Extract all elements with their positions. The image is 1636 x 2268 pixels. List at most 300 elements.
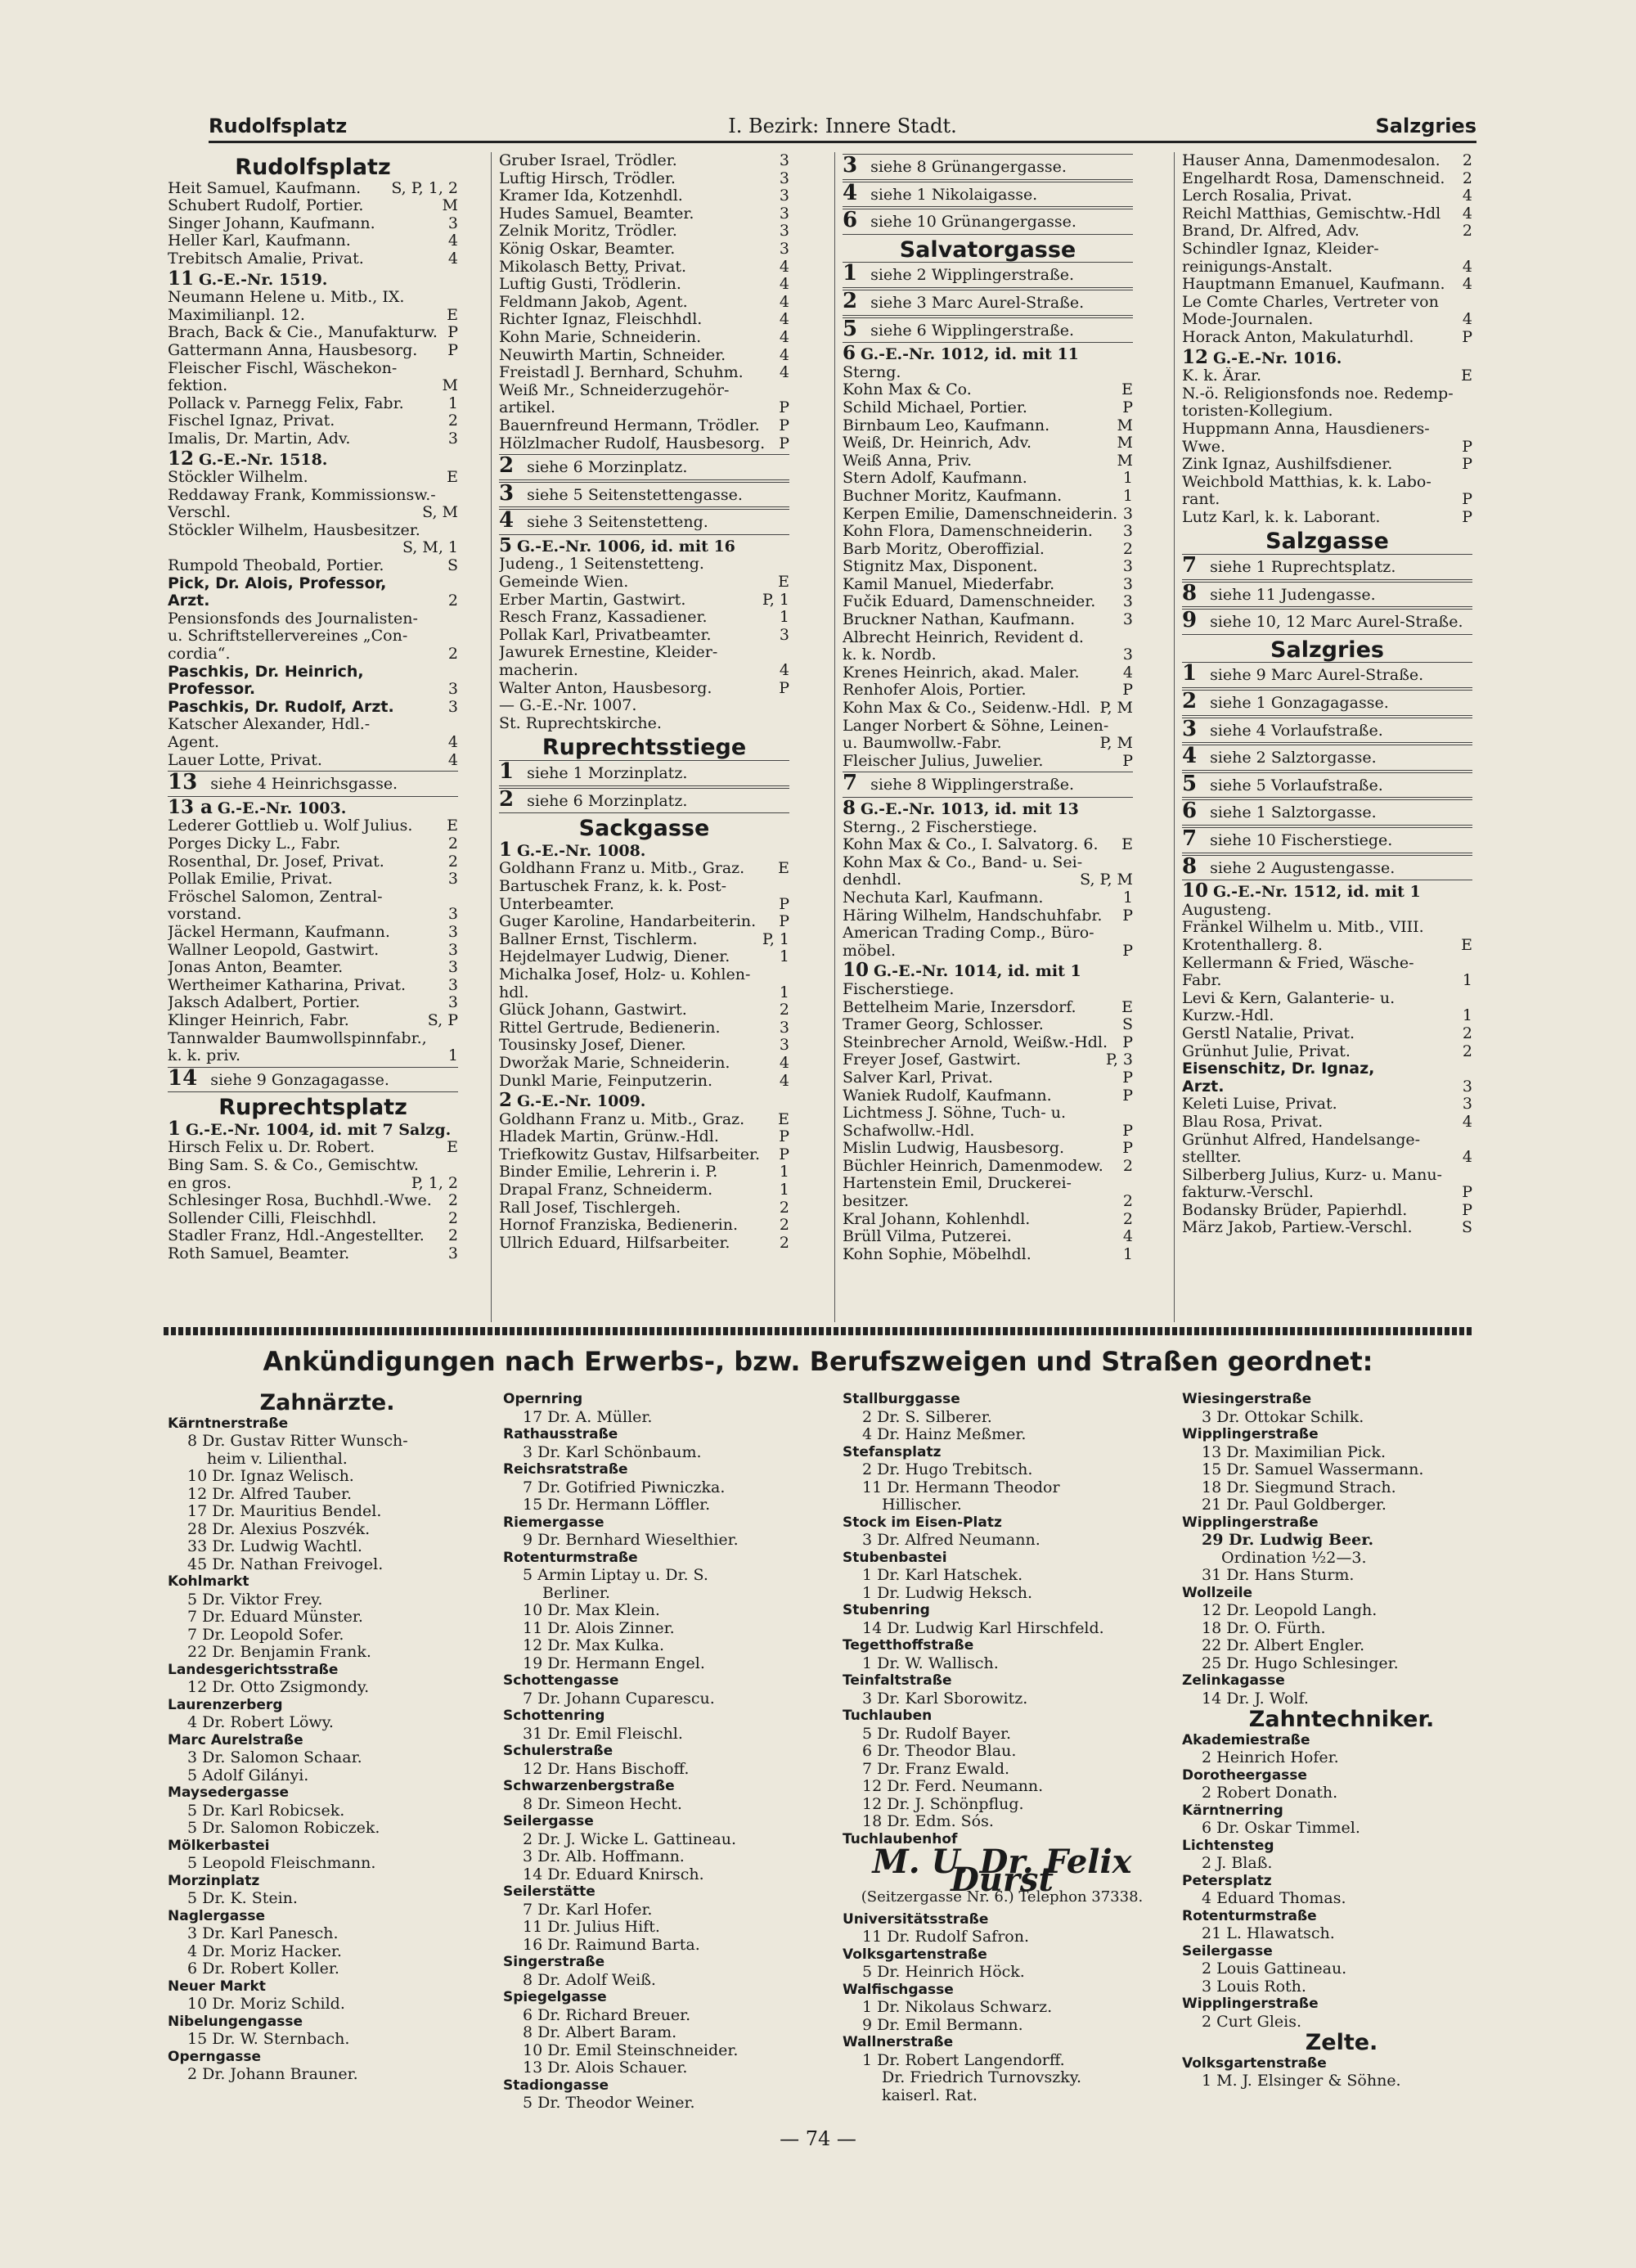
- cross-reference: [499, 482, 789, 508]
- resident-entry: [499, 556, 789, 574]
- floor-marker: E: [447, 306, 458, 324]
- floor-marker: S: [1461, 1219, 1472, 1237]
- resident-entry: [1182, 367, 1472, 385]
- resident-entry: [499, 1111, 789, 1129]
- floor-marker: 3: [447, 871, 458, 889]
- resident-entry: [1182, 1025, 1472, 1043]
- resident-name: Maximilianpl. 12.: [168, 306, 305, 324]
- resident-entry: [843, 417, 1133, 435]
- reference-text: siehe 1 Ruprechtsplatz.: [1210, 558, 1396, 577]
- resident-entry: [499, 984, 789, 1002]
- ad-entry-continued: heim v. Lilienthal.: [207, 1449, 348, 1468]
- house-number: 10: [1182, 880, 1209, 902]
- house-number-heading: [168, 267, 458, 290]
- resident-entry: [168, 250, 458, 268]
- resident-name: Fabr.: [1182, 972, 1222, 990]
- resident-name: Fröschel Salomon, Zentral-: [168, 888, 383, 906]
- resident-name: Le Comte Charles, Vertreter von: [1182, 293, 1439, 311]
- resident-entry: [499, 241, 789, 259]
- street-heading: Sackgasse: [578, 816, 710, 842]
- resident-name: Langer Norbert & Söhne, Leinen-: [843, 717, 1109, 735]
- ad-street: Morzinplatz: [168, 1872, 260, 1889]
- house-number: 14: [168, 1065, 198, 1091]
- resident-name: Kral Johann, Kohlenhdl.: [843, 1210, 1031, 1228]
- resident-name: Rumpold Theobald, Portier.: [168, 557, 384, 575]
- resident-name: Jawurek Ernestine, Kleider-: [499, 644, 718, 662]
- floor-marker: 3: [1122, 646, 1133, 664]
- house-number: 12: [168, 447, 195, 470]
- ad-entry: 8 Dr. Simeon Hecht.: [523, 1794, 682, 1813]
- floor-marker: [1467, 1167, 1472, 1185]
- floor-marker: 4: [1462, 187, 1472, 205]
- resident-name: Schild Michael, Portier.: [843, 398, 1027, 416]
- floor-marker: 2: [779, 1234, 789, 1252]
- resident-entry: [843, 1211, 1133, 1229]
- resident-name: Renhofer Alois, Portier.: [843, 682, 1027, 700]
- resident-entry: [1182, 972, 1472, 990]
- resident-entry: [1182, 421, 1472, 439]
- resident-name: Engelhardt Rosa, Damenschneid.: [1182, 169, 1445, 187]
- floor-marker: [453, 664, 458, 682]
- ad-entry: 22 Dr. Albert Engler.: [1202, 1636, 1365, 1654]
- floor-marker: 2: [779, 1001, 789, 1019]
- floor-marker: E: [778, 1110, 789, 1128]
- reference-text: siehe 1 Morzinplatz.: [527, 764, 688, 782]
- resident-name: Eisenschitz, Dr. Ignaz,: [1182, 1060, 1375, 1078]
- resident-entry: [1182, 474, 1472, 492]
- resident-entry: [843, 1158, 1133, 1176]
- resident-entry: [168, 289, 458, 307]
- resident-name: Weichbold Matthias, k. k. Labo-: [1182, 473, 1432, 491]
- resident-entry: [843, 718, 1133, 736]
- ad-entry: 16 Dr. Raimund Barta.: [523, 1935, 700, 1954]
- resident-entry: [1182, 259, 1472, 277]
- resident-entry: [1182, 311, 1472, 329]
- ad-entry: 17 Dr. Mauritius Bendel.: [187, 1502, 382, 1520]
- floor-marker: 1: [1122, 487, 1133, 505]
- ad-entry: 12 Dr. Otto Zsigmondy.: [187, 1678, 370, 1696]
- floor-marker: P, 1: [762, 591, 789, 609]
- resident-name: Buchner Moritz, Kaufmann.: [843, 487, 1063, 505]
- ad-street: Wipplingerstraße: [1182, 1426, 1319, 1442]
- floor-marker: 2: [1122, 540, 1133, 558]
- resident-name: Kohn Flora, Damenschneiderin.: [843, 523, 1093, 541]
- resident-entry: [1182, 1078, 1472, 1096]
- resident-entry: [168, 539, 458, 557]
- directory-column-2: [499, 152, 789, 1252]
- floor-marker: 3: [779, 187, 789, 205]
- reference-text: siehe 5 Vorlaufstraße.: [1210, 776, 1383, 794]
- ad-entry: 7 Dr. Leopold Sofer.: [187, 1625, 344, 1644]
- cross-reference: [1182, 662, 1472, 688]
- ad-entry: 2 Dr. J. Wicke L. Gattineau.: [523, 1829, 736, 1848]
- resident-entry: [168, 1227, 458, 1245]
- resident-entry: [843, 1087, 1133, 1105]
- resident-entry: [843, 999, 1133, 1017]
- street-heading: Salvatorgasse: [899, 236, 1076, 263]
- floor-marker: [1467, 902, 1472, 920]
- floor-marker: [784, 644, 789, 662]
- house-number: 5: [499, 533, 513, 556]
- resident-name: Pensionsfonds des Journalisten-: [168, 610, 418, 628]
- resident-name: Hölzlmacher Rudolf, Hausbesorg.: [499, 434, 766, 452]
- floor-marker: 3: [1462, 1096, 1472, 1114]
- ad-entry: 5 Armin Liptay u. Dr. S.: [523, 1566, 708, 1584]
- resident-name: Tramer Georg, Schlosser.: [843, 1016, 1044, 1034]
- cross-reference: [168, 1067, 458, 1093]
- ad-street: Teinfaltstraße: [843, 1672, 952, 1689]
- ad-entry: 4 Dr. Robert Löwy.: [187, 1713, 334, 1731]
- resident-name: Keleti Luise, Privat.: [1182, 1096, 1337, 1114]
- ad-street: Stubenbastei: [843, 1549, 947, 1566]
- resident-entry: [1182, 187, 1472, 205]
- house-number: 2: [499, 786, 515, 812]
- ad-entry: 15 Dr. Samuel Wassermann.: [1202, 1460, 1424, 1478]
- resident-entry: [168, 575, 458, 593]
- ad-street: Stadiongasse: [503, 2077, 609, 2094]
- resident-entry: [499, 205, 789, 223]
- ad-street: Universitätsstraße: [843, 1910, 989, 1928]
- ad-entry: 5 Dr. Heinrich Höck.: [862, 1963, 1025, 1981]
- floor-marker: P: [1462, 1201, 1472, 1219]
- resident-name: Richter Ignaz, Fleischhdl.: [499, 311, 703, 329]
- reference-text: siehe 6 Morzinplatz.: [527, 791, 688, 810]
- ad-street: Zelinkagasse: [1182, 1672, 1285, 1689]
- ad-entry: 6 Dr. Theodor Blau.: [862, 1742, 1017, 1760]
- street-heading: Ruprechtsplatz: [218, 1095, 407, 1121]
- resident-entry: [843, 871, 1133, 889]
- cross-reference: [1182, 772, 1472, 799]
- ad-entry: 18 Dr. Siegmund Strach.: [1202, 1478, 1396, 1496]
- resident-entry: [499, 644, 789, 662]
- resident-entry: [843, 1193, 1133, 1211]
- floor-marker: M: [442, 197, 458, 215]
- resident-name: Fleischer Julius, Juwelier.: [843, 752, 1044, 770]
- house-number-heading: [168, 1117, 458, 1140]
- ad-entry: 3 Dr. Alb. Hoffmann.: [523, 1847, 685, 1865]
- floor-marker: [1467, 294, 1472, 312]
- ad-entry-continued: kaiserl. Rat.: [882, 2086, 978, 2104]
- announcements-title: Ankündigungen nach Erwerbs-, bzw. Berufszweigen und Straßen geordnet:: [263, 1346, 1373, 1377]
- floor-marker: E: [1461, 936, 1472, 954]
- resident-name: Lichtmess J. Söhne, Tuch- u.: [843, 1105, 1067, 1123]
- resident-name: Pollak Karl, Privatbeamter.: [499, 626, 712, 644]
- resident-entry: [843, 364, 1133, 382]
- resident-entry: [499, 294, 789, 312]
- floor-marker: 4: [779, 662, 789, 680]
- floor-marker: P, 1, 2: [411, 1174, 458, 1192]
- ad-entry: 8 Dr. Albert Baram.: [523, 2023, 677, 2041]
- ad-entry: 11 Dr. Hermann Theodor: [862, 1478, 1060, 1496]
- ad-street: Landesgerichtsstraße: [168, 1661, 339, 1678]
- house-number: 8: [1182, 853, 1198, 879]
- floor-marker: [453, 289, 458, 307]
- house-number: 1: [1182, 661, 1198, 686]
- resident-name: Schindler Ignaz, Kleider-: [1182, 240, 1379, 258]
- resident-entry: [168, 1245, 458, 1263]
- resident-name: Goldhann Franz u. Mitb., Graz.: [499, 1110, 745, 1128]
- floor-marker: P: [779, 679, 789, 697]
- resident-name: Drapal Franz, Schneiderm.: [499, 1181, 713, 1199]
- resident-entry: [1182, 1007, 1472, 1025]
- street-heading: Salzgries: [1270, 637, 1384, 663]
- resident-name: Hudes Samuel, Beamter.: [499, 205, 694, 223]
- reference-text: siehe 6 Wipplingerstraße.: [870, 321, 1075, 340]
- ad-street: Wallnerstraße: [843, 2034, 954, 2050]
- floor-marker: E: [447, 1139, 458, 1157]
- resident-name: Tannwalder Baumwollspinnfabr.,: [168, 1029, 427, 1047]
- street-heading: Ruprechtsstiege: [542, 735, 747, 761]
- resident-name: Walter Anton, Hausbesorg.: [499, 679, 712, 697]
- reference-text: siehe 3 Seitenstetteng.: [527, 513, 708, 532]
- resident-entry: [843, 664, 1133, 682]
- ad-street: Riemergasse: [503, 1514, 605, 1531]
- resident-entry: [168, 1210, 458, 1228]
- resident-name: Luftig Gusti, Trödlerin.: [499, 276, 681, 294]
- resident-name: en gros.: [168, 1174, 231, 1192]
- resident-name: Schubert Rudolf, Portier.: [168, 197, 364, 215]
- resident-name: Wallner Leopold, Gastwirt.: [168, 941, 380, 959]
- resident-name: Bruckner Nathan, Kaufmann.: [843, 611, 1076, 629]
- resident-entry: [843, 381, 1133, 399]
- floor-marker: P, M: [1099, 735, 1133, 753]
- house-number: 7: [1182, 553, 1198, 578]
- ad-street: Laurenzerberg: [168, 1696, 283, 1713]
- resident-entry: [168, 395, 458, 413]
- floor-marker: S: [1121, 1016, 1133, 1034]
- section-rule: [164, 1327, 1472, 1335]
- resident-name: k. k. priv.: [168, 1047, 241, 1065]
- registry-number: G.-E.-Nr. 1016.: [1213, 349, 1342, 367]
- ad-street: Schwarzenbergstraße: [503, 1778, 675, 1794]
- resident-entry: [499, 1163, 789, 1181]
- ad-entry: 1 Dr. Karl Hatschek.: [862, 1566, 1023, 1584]
- ad-entry: 3 Dr. Karl Panesch.: [187, 1924, 339, 1942]
- ad-street: Lichtensteg: [1182, 1837, 1274, 1854]
- floor-marker: 2: [447, 1227, 458, 1245]
- resident-entry: [499, 364, 789, 382]
- ad-entry: 19 Dr. Hermann Engel.: [523, 1654, 705, 1672]
- ad-entry: 7 Dr. Eduard Münster.: [187, 1608, 363, 1626]
- resident-entry: [843, 1069, 1133, 1087]
- resident-entry: [1182, 491, 1472, 509]
- floor-marker: [1467, 241, 1472, 259]
- resident-name: Bauernfreund Hermann, Trödler.: [499, 416, 760, 434]
- registry-number: G.-E.-Nr. 1512, id. mit 1: [1213, 883, 1421, 902]
- cross-reference: [843, 262, 1133, 288]
- resident-entry: [843, 434, 1133, 452]
- resident-entry: [1182, 276, 1472, 294]
- floor-marker: [453, 487, 458, 505]
- floor-marker: E: [1121, 836, 1133, 854]
- resident-name: Professor.: [168, 681, 256, 699]
- floor-marker: 3: [779, 223, 789, 241]
- ad-entry: 18 Dr. O. Fürth.: [1202, 1618, 1326, 1637]
- resident-name: Paschkis, Dr. Rudolf, Arzt.: [168, 698, 394, 716]
- resident-entry: [843, 735, 1133, 753]
- ad-entry: 4 Dr. Moriz Hacker.: [187, 1942, 342, 1960]
- resident-name: Goldhann Franz u. Mitb., Graz.: [499, 860, 745, 878]
- house-number-heading: [499, 533, 789, 556]
- floor-marker: P: [1122, 1087, 1133, 1105]
- house-number: 6: [843, 342, 856, 365]
- registry-number: G.-E.-Nr. 1009.: [517, 1092, 646, 1111]
- resident-name: Rall Josef, Tischlergeh.: [499, 1199, 681, 1217]
- ad-street: Singerstraße: [503, 1954, 605, 1970]
- resident-name: Jonas Anton, Beamter.: [168, 959, 344, 977]
- floor-marker: [453, 360, 458, 378]
- floor-marker: E: [447, 817, 458, 835]
- ad-street: Wipplingerstraße: [1182, 1996, 1319, 2012]
- ad-entry: 2 Dr. Hugo Trebitsch.: [862, 1460, 1033, 1478]
- resident-entry: [168, 232, 458, 250]
- cross-reference: [1182, 855, 1472, 881]
- ad-entry: 1 Dr. Robert Langendorff.: [862, 2050, 1065, 2069]
- resident-entry: [499, 435, 789, 453]
- cross-reference: [499, 454, 789, 480]
- ad-street: Seilergasse: [1182, 1942, 1273, 1960]
- floor-marker: 4: [779, 276, 789, 294]
- house-number-heading: [499, 1091, 789, 1111]
- floor-marker: [1128, 981, 1133, 999]
- floor-marker: 4: [779, 364, 789, 382]
- resident-name: Lerch Rosalia, Privat.: [1182, 187, 1352, 205]
- resident-entry: [843, 943, 1133, 961]
- floor-marker: [1467, 1060, 1472, 1078]
- house-number: 1: [499, 759, 515, 784]
- ad-entry: 3 Louis Roth.: [1202, 1977, 1306, 1996]
- resident-name: Pick, Dr. Alois, Professor,: [168, 574, 387, 592]
- ad-street: Wipplingerstraße: [1182, 1514, 1319, 1531]
- resident-name: Dworžak Marie, Schneiderin.: [499, 1054, 730, 1072]
- resident-entry: [843, 981, 1133, 999]
- floor-marker: S, M: [422, 504, 458, 522]
- ad-street: Kärntnerring: [1182, 1802, 1283, 1819]
- house-number: 2: [499, 453, 515, 479]
- resident-entry: [843, 541, 1133, 559]
- resident-entry: [499, 931, 789, 949]
- floor-marker: 1: [779, 609, 789, 627]
- resident-name: besitzer.: [843, 1193, 910, 1211]
- floor-marker: 4: [1122, 664, 1133, 682]
- resident-entry: [1182, 937, 1472, 955]
- resident-name: Kellermann & Fried, Wäsche-: [1182, 954, 1414, 972]
- reference-text: siehe 6 Morzinplatz.: [527, 458, 688, 477]
- registry-number: G.-E.-Nr. 1012, id. mit 11: [861, 345, 1079, 364]
- resident-entry: [168, 924, 458, 942]
- ad-entry: 6 Dr. Robert Koller.: [187, 1960, 339, 1978]
- ad-street: Tegetthoffstraße: [843, 1637, 974, 1654]
- floor-marker: [784, 878, 789, 896]
- resident-name: Hauser Anna, Damenmodesalon.: [1182, 152, 1440, 169]
- floor-marker: S, P: [427, 1011, 458, 1029]
- resident-entry: [1182, 205, 1472, 223]
- floor-marker: 3: [1122, 523, 1133, 541]
- resident-name: u. Baumwollw.-Fabr.: [843, 735, 1002, 753]
- resident-name: Wwe.: [1182, 438, 1226, 456]
- resident-entry: [499, 1019, 789, 1037]
- floor-marker: 2: [779, 1217, 789, 1235]
- floor-marker: [1467, 955, 1472, 973]
- ad-entry: 8 Dr. Adolf Weiß.: [523, 1970, 656, 1989]
- house-number-heading: [1182, 345, 1472, 368]
- resident-name: möbel.: [843, 942, 896, 960]
- floor-marker: 2: [1462, 169, 1472, 187]
- floor-marker: 4: [1122, 1228, 1133, 1246]
- cross-reference: [843, 772, 1133, 798]
- resident-name: Bartuschek Franz, k. k. Post-: [499, 877, 727, 895]
- house-number: 1: [499, 838, 513, 861]
- ad-street: Maysedergasse: [168, 1784, 290, 1801]
- resident-name: Mislin Ludwig, Hausbesorg.: [843, 1140, 1065, 1158]
- resident-name: Erber Martin, Gastwirt.: [499, 591, 686, 609]
- ad-entry: 1 Dr. Ludwig Heksch.: [862, 1583, 1032, 1602]
- ad-street: Schulerstraße: [503, 1743, 614, 1759]
- resident-entry: [499, 680, 789, 698]
- floor-marker: [784, 697, 789, 715]
- cross-reference: [1182, 718, 1472, 744]
- ad-street: Volksgartenstraße: [1182, 2054, 1327, 2072]
- floor-marker: 4: [447, 751, 458, 769]
- ad-street: Naglergasse: [168, 1907, 266, 1924]
- resident-name: K. k. Ärar.: [1182, 367, 1262, 385]
- reference-text: siehe 3 Marc Aurel-Straße.: [870, 293, 1085, 312]
- house-number: 4: [1182, 744, 1198, 769]
- resident-entry: [1182, 223, 1472, 241]
- column-divider: [491, 152, 492, 1322]
- floor-marker: 2: [447, 1192, 458, 1210]
- floor-marker: 3: [1122, 593, 1133, 611]
- resident-name: Neuwirth Martin, Schneider.: [499, 346, 726, 364]
- ad-entry: 1 Dr. Nikolaus Schwarz.: [862, 1998, 1053, 2016]
- category-heading: Zelte.: [1305, 2030, 1378, 2055]
- ad-entry: 3 Dr. Salomon Schaar.: [187, 1748, 362, 1766]
- resident-name: cordia“.: [168, 646, 231, 664]
- resident-entry: [843, 629, 1133, 647]
- house-number-heading: [843, 799, 1133, 819]
- ad-entry: 5 Dr. Rudolf Bayer.: [862, 1724, 1012, 1743]
- resident-name: fakturw.-Verschl.: [1182, 1184, 1314, 1202]
- floor-marker: [1128, 718, 1133, 736]
- ad-street: Petersplatz: [1182, 1872, 1272, 1889]
- resident-name: Fleischer Fischl, Wäschekon-: [168, 359, 398, 377]
- resident-name: Schlesinger Rosa, Buchhdl.-Wwe.: [168, 1192, 432, 1210]
- resident-entry: [1182, 152, 1472, 170]
- resident-entry: [168, 646, 458, 664]
- resident-entry: [1182, 170, 1472, 188]
- resident-entry: [499, 223, 789, 241]
- resident-name: Fischerstiege.: [843, 980, 955, 998]
- ads-column-2: [503, 1391, 822, 2113]
- floor-marker: 1: [447, 1047, 458, 1065]
- resident-entry: [168, 994, 458, 1012]
- resident-entry: [843, 470, 1133, 488]
- resident-name: Hirsch Felix u. Dr. Robert.: [168, 1139, 375, 1157]
- resident-name: Ullrich Eduard, Hilfsarbeiter.: [499, 1234, 730, 1252]
- resident-name: Feldmann Jakob, Agent.: [499, 293, 688, 311]
- resident-entry: [499, 1235, 789, 1253]
- ad-entry-continued: Hillischer.: [882, 1496, 962, 1514]
- ads-column-3: [843, 1391, 1162, 2104]
- resident-entry: [843, 646, 1133, 664]
- floor-marker: 3: [779, 1037, 789, 1055]
- resident-entry: [168, 215, 458, 233]
- cross-reference: [843, 209, 1133, 235]
- ad-entry: 7 Dr. Karl Hofer.: [523, 1900, 653, 1919]
- ad-name: M. U. Dr. Felix Durst: [872, 1843, 1132, 1899]
- resident-name: hdl.: [499, 983, 529, 1001]
- floor-marker: 1: [1462, 972, 1472, 990]
